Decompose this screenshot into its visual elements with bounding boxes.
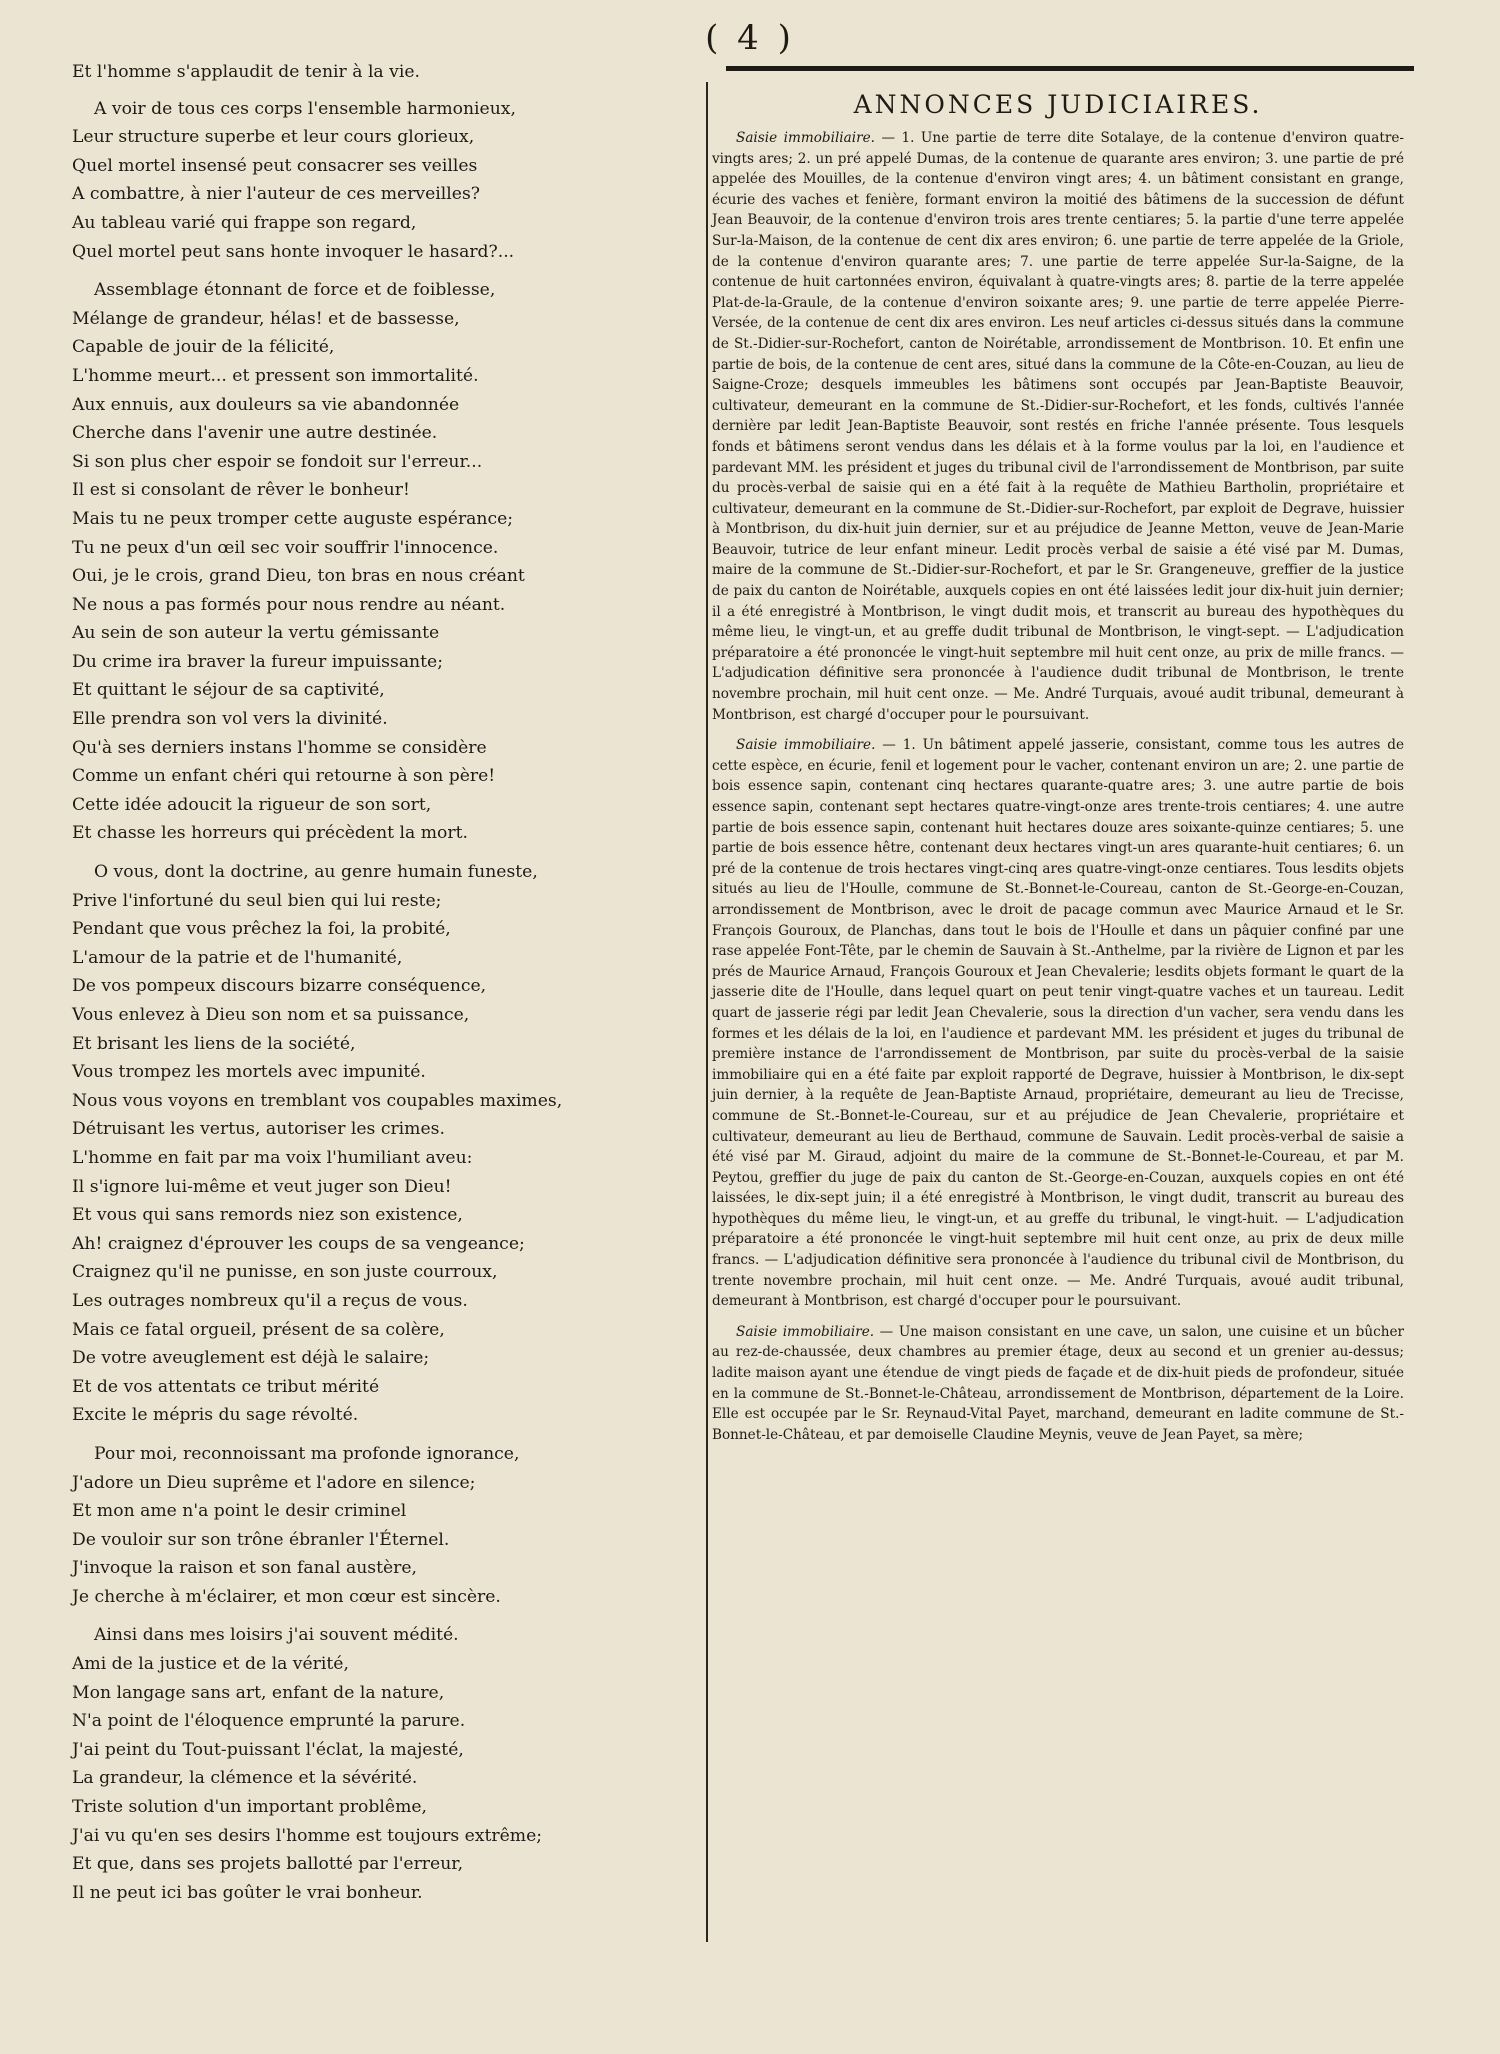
verse-line: Quel mortel peut sans honte invoquer le hasard?... xyxy=(72,241,515,262)
verse-line: Mélange de grandeur, hélas! et de bassesse, xyxy=(72,308,460,329)
announcements-column xyxy=(712,70,1404,1455)
poem-stanza xyxy=(72,95,632,267)
poem-stanza xyxy=(72,858,632,1430)
verse-line: J'invoque la raison et son fanal austère, xyxy=(72,1558,418,1579)
verse-line: Oui, je le crois, grand Dieu, ton bras en nous créant xyxy=(72,566,525,587)
verse-line: A combattre, à nier l'auteur de ces merveilles? xyxy=(72,184,481,205)
verse-line: Cherche dans l'avenir une autre destinée. xyxy=(72,423,438,444)
poem-column xyxy=(72,58,632,1917)
verse-line: Il s'ignore lui-même et veut juger son Dieu! xyxy=(72,1176,452,1197)
verse-line: L'homme en fait par ma voix l'humiliant aveu: xyxy=(72,1147,473,1168)
verse-line: Cette idée adoucit la rigueur de son sort, xyxy=(72,794,432,815)
notice-label: Saisie immobiliaire. xyxy=(736,737,876,754)
verse-line: Ah! craignez d'éprouver les coups de sa vengeance; xyxy=(72,1233,525,1254)
verse-line: Leur structure superbe et leur cours glorieux, xyxy=(72,127,475,148)
verse-line: Mais ce fatal orgueil, présent de sa colère, xyxy=(72,1319,445,1340)
verse-line: Nous vous voyons en tremblant vos coupables maximes, xyxy=(72,1090,563,1111)
verse-line: N'a point de l'éloquence emprunté la parure. xyxy=(72,1711,466,1732)
verse-line: O vous, dont la doctrine, au genre humain funeste, xyxy=(94,862,538,883)
verse-line: Ami de la justice et de la vérité, xyxy=(72,1654,349,1675)
verse-line: De vouloir sur son trône ébranler l'Éternel. xyxy=(72,1529,450,1550)
verse-line: De vos pompeux discours bizarre conséquence, xyxy=(72,976,487,997)
verse-line: Vous trompez les mortels avec impunité. xyxy=(72,1062,426,1083)
verse-line: De votre aveuglement est déjà le salaire; xyxy=(72,1348,430,1369)
verse-line: Comme un enfant chéri qui retourne à son père! xyxy=(72,766,496,787)
verse-line: J'adore un Dieu suprême et l'adore en silence; xyxy=(72,1472,476,1493)
notice-text: — 1. Un bâtiment appelé jasserie, consistant, comme tous les autres de cette espèce, en écurie, fenil et logement pour le vacher, contenant environ un are; 2. une partie de bois essence sapin, contenant cinq hectares quarante-quatre ares; 3. une autre partie de bois essence sapin, contenant sept hectares quatre-vingt-onze ares trente-trois centiares; 4. une autre partie de bois essence sapin, contenant huit hectares douze ares soixante-quinze centiares; 5. une partie de bois essence hêtre, contenant deux hectares vingt-un ares quarante-huit centiares; 6. un pré de la contenue de trois hectares vingt-cinq ares quatre-vingt-onze centiares. Tous lesdits objets situés au lieu de l'Houlle, commune de St.-Bonnet-le-Coureau, canton de St.-George-en-Couzan, arrondissement de Montbrison, avec le droit de pacage commun avec Maurice Arnaud et le Sr. François Gouroux, de Planchas, dans tout le bois de l'Houlle et dans un pâquier confiné par une rase appelée Font-Tête, par le chemin de Sauvain à St.-Anthelme, par la rivière de Lignon et par les prés de Maurice Arnaud, François Gouroux et Jean Chevalerie; lesdits objets formant le quart de la jasserie dite de l'Houlle, dans lequel quart on peut tenir vingt-quatre vaches et un taureau. Ledit quart de jasserie régi par ledit Jean Chevalerie, sous la direction d'un vacher, sera vendu dans les formes et les délais de la loi, en l'audience et pardevant MM. les président et juges du tribunal de première instance de l'arrondissement de Montbrison, par suite du procès-verbal de la saisie immobiliaire qui en a été faite par exploit rapporté de Degrave, huissier à Montbrison, le dix-sept juin dernier, à la requête de Jean-Baptiste Arnaud, propriétaire, demeurant au lieu de Trecisse, commune de St.-Bonnet-le-Coureau, sur et au préjudice de Jean Chevalerie, propriétaire et cultivateur, demeurant au lieu de Berthaud, commune de Sauvain. Ledit procès-verbal de saisie a été visé par M. Giraud, adjoint du maire de la commune de St.-Bonnet-le-Coureau, et par M. Peytou, greffier du juge de paix du canton de St.-George-en-Couzan, auxquels copies en ont été laissées, le dix-sept juin; il a été enregistré à Montbrison, le vingt dudit, transcrit au bureau des hypothèques du même lieu, le vingt-un, et au greffe du tribunal, le vingt-huit. — L'adjudication préparatoire a été prononcée le vingt-huit septembre mil huit cent onze, au prix de deux mille francs. — L'adjudication définitive sera prononcée à l'audience du tribunal civil de Montbrison, du trente novembre prochain, mil huit cent onze. — Me. André Turquais, avoué audit tribunal, demeurant à Montbrison, est chargé d'occuper pour le poursuivant. xyxy=(712,737,1405,1310)
verse-line: Ne nous a pas formés pour nous rendre au néant. xyxy=(72,594,506,615)
verse-line: Et que, dans ses projets ballotté par l'erreur, xyxy=(72,1854,464,1875)
verse-line: Mais tu ne peux tromper cette auguste espérance; xyxy=(72,508,514,529)
verse-line: Triste solution d'un important problême, xyxy=(72,1797,428,1818)
page-number: ( 4 ) xyxy=(705,18,795,58)
verse-line: Et vous qui sans remords niez son existence, xyxy=(72,1205,463,1226)
verse-line: Si son plus cher espoir se fondoit sur l'erreur... xyxy=(72,451,483,472)
verse-line: Ainsi dans mes loisirs j'ai souvent médité. xyxy=(94,1625,459,1646)
verse-line: Mon langage sans art, enfant de la nature, xyxy=(72,1682,445,1703)
notice-label: Saisie immobiliaire. xyxy=(736,130,875,146)
verse-line: Quel mortel insensé peut consacrer ses veilles xyxy=(72,155,478,176)
verse-line: Aux ennuis, aux douleurs sa vie abandonnée xyxy=(72,394,460,415)
verse-line: Excite le mépris du sage révolté. xyxy=(72,1405,359,1426)
verse-line: Craignez qu'il ne punisse, en son juste courroux, xyxy=(72,1262,498,1283)
verse-line: Et de vos attentats ce tribut mérité xyxy=(72,1376,380,1397)
verse-line: A voir de tous ces corps l'ensemble harmonieux, xyxy=(94,98,516,119)
verse-line: L'amour de la patrie et de l'humanité, xyxy=(72,947,403,968)
verse-line: Elle prendra son vol vers la divinité. xyxy=(72,709,388,730)
verse-line: Tu ne peux d'un œil sec voir souffrir l'innocence. xyxy=(72,537,499,558)
verse-line: Et quittant le séjour de sa captivité, xyxy=(72,680,385,701)
verse-line: Il est si consolant de rêver le bonheur! xyxy=(72,480,410,501)
notice-label: Saisie immobiliaire. xyxy=(736,1323,875,1340)
verse-line: J'ai peint du Tout-puissant l'éclat, la majesté, xyxy=(72,1739,464,1760)
verse-line: Les outrages nombreux qu'il a reçus de vous. xyxy=(72,1290,468,1311)
poem-opening-line: Et l'homme s'applaudit de tenir à la vie. xyxy=(72,62,420,82)
verse-line: Et chasse les horreurs qui précèdent la mort. xyxy=(72,823,468,844)
poem-stanza xyxy=(72,276,632,848)
verse-line: Au tableau varié qui frappe son regard, xyxy=(72,212,417,233)
column-divider xyxy=(706,82,708,1942)
poem-stanzas xyxy=(72,95,632,1908)
notice-text: — Une maison consistant en une cave, un salon, une cuisine et un bûcher au rez-de-chaussée, deux chambres au premier étage, deux au second et un grenier au-dessus; ladite maison ayant une étendue de vingt pieds de façade et de dix-huit pieds de profondeur, située en la commune de St.-Bonnet-le-Château, arrondissement de Montbrison, département de la Loire. Elle est occupée par le Sr. Reynaud-Vital Payet, marchand, demeurant en ladite commune de St.-Bonnet-le-Château, et par demoiselle Claudine Meynis, veuve de Jean Payet, sa mère; xyxy=(712,1323,1405,1443)
verse-line: J'ai vu qu'en ses desirs l'homme est toujours extrême; xyxy=(72,1825,543,1846)
verse-line: Vous enlevez à Dieu son nom et sa puissance, xyxy=(72,1005,470,1025)
section-heading: ANNONCES JUDICIAIRES. xyxy=(853,90,1263,119)
notices-list xyxy=(712,128,1404,1445)
verse-line: Et brisant les liens de la société, xyxy=(72,1033,356,1054)
verse-line: Il ne peut ici bas goûter le vrai bonheur. xyxy=(72,1882,423,1903)
legal-notice xyxy=(712,735,1404,1312)
verse-line: Du crime ira braver la fureur impuissante; xyxy=(72,651,443,672)
verse-line: Capable de jouir de la félicité, xyxy=(72,337,335,358)
verse-line: Qu'à ses derniers instans l'homme se considère xyxy=(72,737,487,758)
legal-notice xyxy=(712,1322,1404,1446)
verse-line: Pendant que vous prêchez la foi, la probité, xyxy=(72,919,451,940)
verse-line: Détruisant les vertus, autoriser les crimes. xyxy=(72,1119,445,1140)
verse-line: Prive l'infortuné du seul bien qui lui reste; xyxy=(72,890,442,911)
verse-line: Au sein de son auteur la vertu gémissante xyxy=(72,623,440,644)
verse-line: La grandeur, la clémence et la sévérité. xyxy=(72,1768,418,1789)
notice-text: — 1. Une partie de terre dite Sotalaye, de la contenue d'environ quatre-vingts ares; 2. un pré appelé Dumas, de la contenue de quarante ares environ; 3. une partie de pré appelée des Mouilles, de la contenue d'environ vingt ares; 4. un bâtiment consistant en grange, écurie des vaches et fenière, formant environ la moitié des bâtimens de la succession de défunt Jean Beauvoir, de la contenue d'environ trois ares trente centiares; 5. la partie d'une terre appelée Sur-la-Maison, de la contenue de cent dix ares environ; 6. une partie de terre appelée de la Griole, de la contenue d'environ quarante ares; 7. une partie de terre appelée Sur-la-Saigne, de la contenue de huit cartonnées environ, équivalant à quatre-vingts ares; 8. partie de la terre appelée Plat-de-la-Graule, de la contenue d'environ soixante ares; 9. une partie de terre appelée Pierre-Versée, de la contenue de cent dix ares environ. Les neuf articles ci-dessus situés dans la commune de St.-Didier-sur-Rochefort, canton de Noirétable, arrondissement de Montbrison. 10. Et enfin une partie de bois, de la contenue de cent ares, situé dans la commune de la Côte-en-Couzan, au lieu de Saigne-Croze; desquels immeubles les bâtimens sont occupés par Jean-Baptiste Beauvoir, cultivateur, demeurant en la commune de St.-Didier-sur-Rochefort, et les fonds, cultivés l'année dernière par ledit Jean-Baptiste Beauvoir, sont restés en friche l'année présente. Tous lesquels fonds et bâtimens seront vendus dans les délais et à la forme voulus par la loi, en l'audience et pardevant MM. les président et juges du tribunal civil de l'arrondissement de Montbrison, par suite du procès-verbal de saisie qui en a été fait à la requête de Mathieu Bartholin, propriétaire et cultivateur, demeurant en la commune de St.-Didier-sur-Rochefort, par exploit de Degrave, huissier à Montbrison, du dix-huit juin dernier, sur et au préjudice de Jeanne Metton, veuve de Jean-Marie Beauvoir, tutrice de leur enfant mineur. Ledit procès verbal de saisie a été visé par M. Dumas, maire de la commune de St.-Didier-sur-Rochefort, et par le Sr. Grangeneuve, greffier de la justice de paix du canton de Noirétable, auxquels copies en ont été laissées ledit jour dix-huit juin dernier; il a été enregistré à Montbrison, le vingt dudit mois, et transcrit au bureau des hypothèques du même lieu, le vingt-un, et au greffe dudit tribunal de Montbrison, le vingt-sept. — L'adjudication préparatoire a été prononcée le vingt-huit septembre mil huit cent onze, au prix de mille francs. — L'adjudication définitive sera prononcée à l'audience dudit tribunal de Montbrison, le trente novembre prochain, mil huit cent onze. — Me. André Turquais, avoué audit tribunal, demeurant à Montbrison, est chargé d'occuper pour le poursuivant. xyxy=(712,130,1404,723)
verse-line: Pour moi, reconnoissant ma profonde ignorance, xyxy=(94,1443,520,1464)
poem-stanza xyxy=(72,1440,632,1612)
verse-line: L'homme meurt... et pressent son immortalité. xyxy=(72,365,479,386)
verse-line: Assemblage étonnant de force et de foiblesse, xyxy=(94,280,496,301)
verse-line: Et mon ame n'a point le desir criminel xyxy=(72,1501,407,1522)
legal-notice xyxy=(712,128,1404,725)
verse-line: Je cherche à m'éclairer, et mon cœur est sincère. xyxy=(72,1586,501,1607)
poem-stanza xyxy=(72,1621,632,1907)
